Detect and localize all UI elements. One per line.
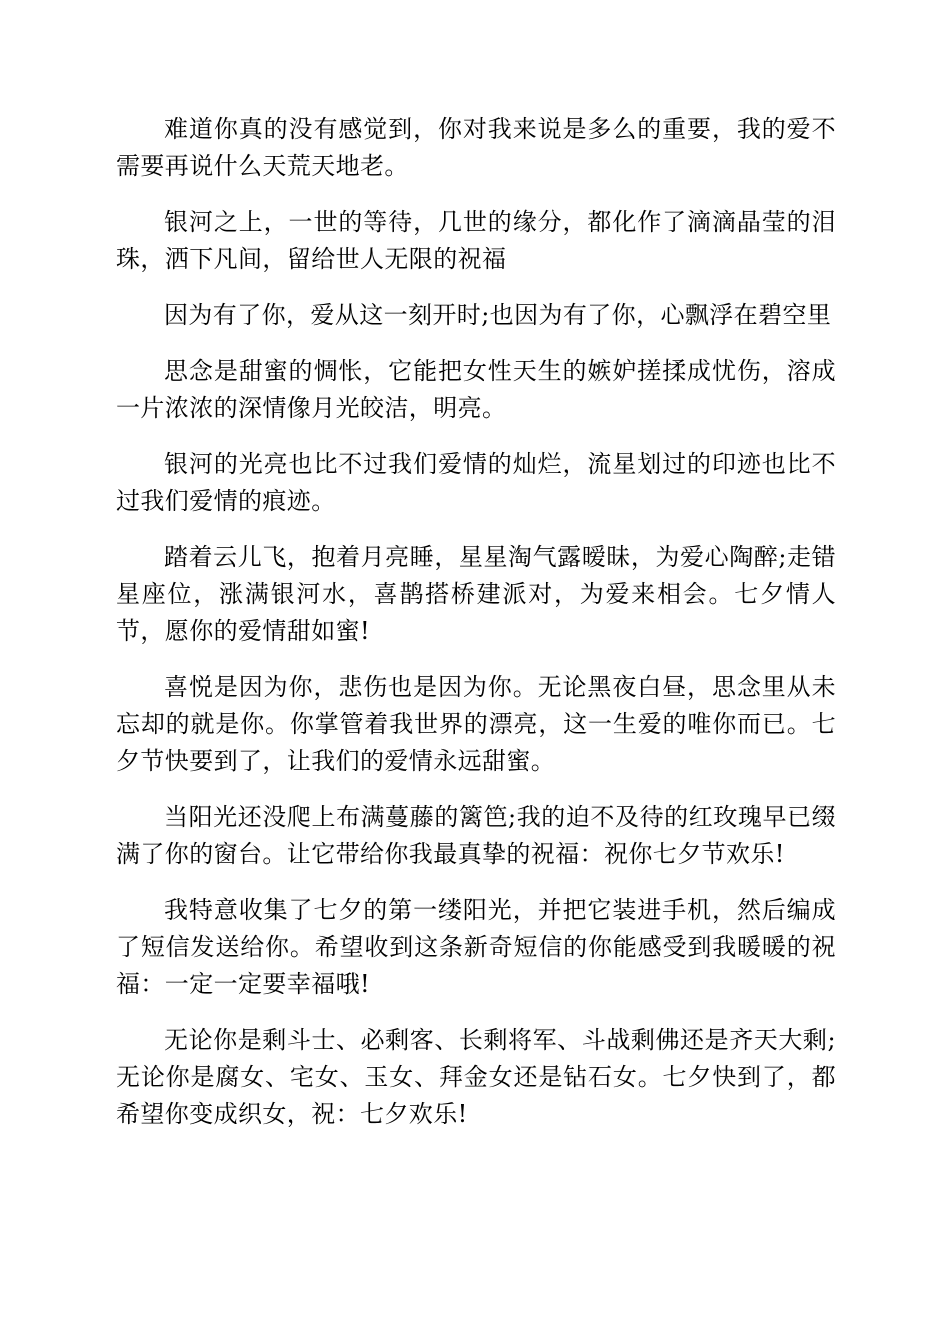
paragraph-9: 我特意收集了七夕的第一缕阳光，并把它装进手机，然后编成了短信发送给你。希望收到这条新奇短信的你能感受到我暖暖的祝福：一定一定要幸福哦!: [116, 896, 836, 998]
paragraph-8: 当阳光还没爬上布满蔓藤的篱笆;我的迫不及待的红玫瑰早已缀满了你的窗台。让它带给你我最真挚的祝福：祝你七夕节欢乐!: [116, 803, 836, 868]
document-page: [116, 111, 836, 1152]
paragraph-5: 银河的光亮也比不过我们爱情的灿烂，流星划过的印迹也比不过我们爱情的痕迹。: [116, 450, 836, 515]
paragraph-2: 银河之上，一世的等待，几世的缘分，都化作了滴滴晶莹的泪珠，洒下凡间，留给世人无限的祝福: [116, 208, 836, 273]
paragraph-7: 喜悦是因为你，悲伤也是因为你。无论黑夜白昼，思念里从未忘却的就是你。你掌管着我世界的漂亮，这一生爱的唯你而已。七夕节快要到了，让我们的爱情永远甜蜜。: [116, 673, 836, 775]
paragraph-10: 无论你是剩斗士、必剩客、长剩将军、斗战剩佛还是齐天大剩;无论你是腐女、宅女、玉女、拜金女还是钻石女。七夕快到了，都希望你变成织女，祝：七夕欢乐!: [116, 1026, 836, 1128]
paragraph-4: 思念是甜蜜的惆怅，它能把女性天生的嫉妒搓揉成忧伤，溶成一片浓浓的深情像月光皎洁，明亮。: [116, 357, 836, 422]
paragraph-3: 因为有了你，爱从这一刻开时;也因为有了你，心飘浮在碧空里: [164, 301, 832, 329]
paragraph-6: 踏着云儿飞，抱着月亮睡，星星淘气露暧昧，为爱心陶醉;走错星座位，涨满银河水，喜鹊搭桥建派对，为爱来相会。七夕情人节，愿你的爱情甜如蜜!: [116, 543, 836, 645]
paragraph-1: 难道你真的没有感觉到，你对我来说是多么的重要，我的爱不需要再说什么天荒天地老。: [116, 115, 836, 180]
